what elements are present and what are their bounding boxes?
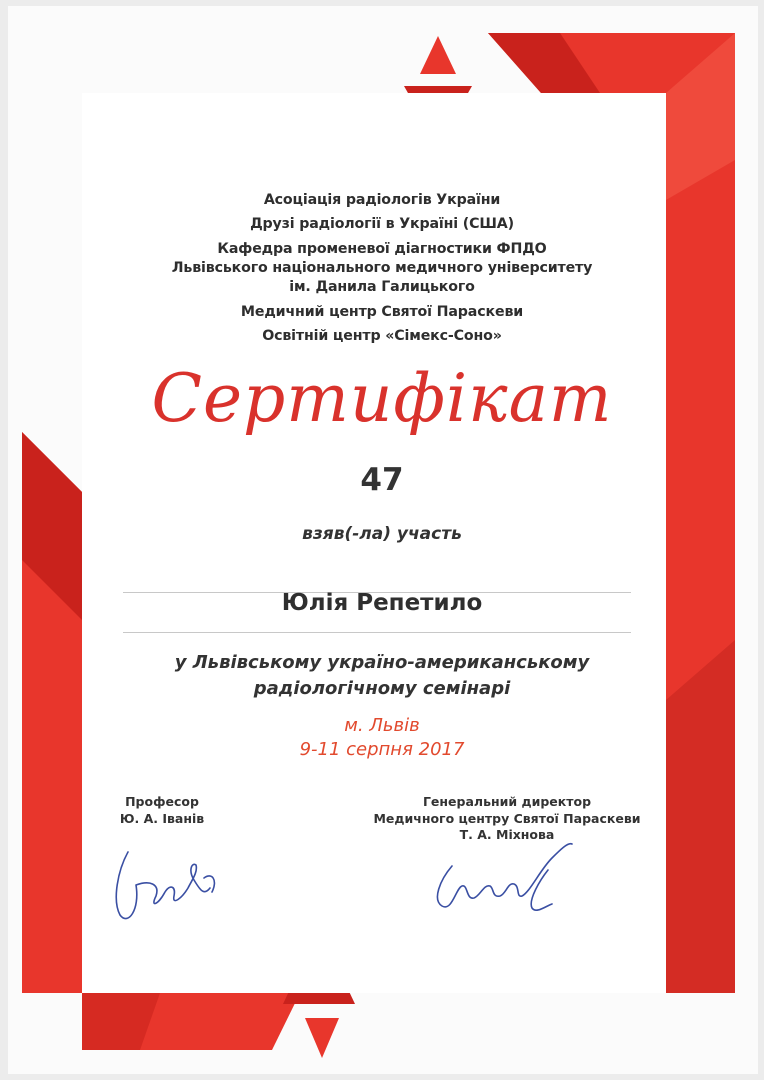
org-line: Друзі радіології в Україні (США) [250, 215, 514, 232]
signatory-left-name: Ю. А. Іванів [119, 810, 205, 826]
participation-text: взяв(-ла) участь [302, 524, 462, 544]
org-line: Освітній центр «Сімекс-Соно» [262, 327, 502, 344]
org-line: Кафедра променевої діагностики ФПДО [217, 241, 547, 257]
event-city: м. Львів [344, 715, 420, 736]
signatory-right-title: Генеральний директор [422, 794, 592, 809]
signatory-left-title: Професор [125, 794, 199, 809]
org-line: Львівського національного медичного університету [171, 260, 593, 276]
event-line: у Львівському україно-американському [174, 652, 590, 673]
org-line: Асоціація радіологів України [263, 192, 501, 208]
event-dates: 9-11 серпня 2017 [299, 739, 465, 760]
org-line: ім. Данила Галицького [289, 279, 475, 295]
event-line: радіологічному семінарі [253, 678, 511, 699]
participant-name: Юлія Репетило [281, 590, 483, 616]
signature-right [437, 844, 572, 911]
org-line: Медичний центр Святої Параскеви [240, 304, 524, 320]
signature-left [116, 852, 214, 919]
signatory-right-org: Медичного центру Святої Параскеви [373, 810, 641, 826]
certificate-number: 47 [360, 462, 404, 498]
signatory-right-name: Т. А. Міхнова [459, 827, 555, 842]
certificate-title: Сертифікат [151, 360, 613, 437]
